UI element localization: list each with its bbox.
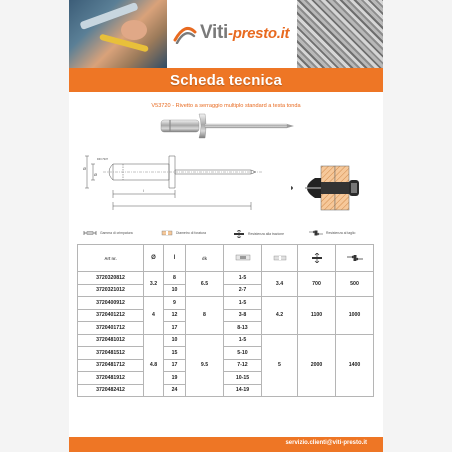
drawing-label-length: l	[143, 189, 144, 193]
logo-text	[200, 22, 289, 44]
cell-length: 9	[164, 297, 186, 310]
cell-tensile: 700	[298, 272, 336, 297]
tensile-strength-icon	[233, 230, 245, 238]
cell-length: 24	[164, 384, 186, 397]
table-header-row	[78, 245, 374, 272]
cell-length: 12	[164, 309, 186, 322]
cell-drill: 4.2	[262, 297, 298, 335]
cell-code: 3720481712	[78, 359, 144, 372]
cell-grip: 7-12	[224, 359, 262, 372]
cell-length: 19	[164, 372, 186, 385]
footer-bar	[69, 437, 383, 452]
footer-email-link[interactable]: servizio.clienti@viti-presto.it	[285, 440, 367, 446]
legend	[83, 227, 373, 239]
legend-shear-label: Resistenza al taglio	[326, 231, 356, 235]
logo-accent: -presto.it	[228, 25, 290, 42]
cell-code: 3720482412	[78, 384, 144, 397]
product-subtitle: V53720 - Rivetto a serraggio multiplo standard a testa tonda	[151, 103, 301, 109]
cell-length: 8	[164, 272, 186, 285]
drill-diameter-icon	[161, 230, 173, 236]
page-title: Scheda tecnica	[169, 71, 283, 89]
cell-grip: 1-5	[224, 297, 262, 310]
header-code: Art nr.	[78, 245, 144, 272]
legend-grip	[83, 230, 133, 236]
tensile-strength-icon	[311, 253, 323, 263]
cell-head: 8	[186, 297, 224, 335]
header-shear	[336, 245, 374, 272]
cell-grip: 8-13	[224, 322, 262, 335]
cell-diameter: 3.2	[144, 272, 164, 297]
cell-grip: 5-10	[224, 347, 262, 360]
specs-table	[77, 244, 374, 397]
legend-drill	[161, 230, 206, 236]
legend-drill-label: Diametro di foratura	[176, 231, 206, 235]
grip-range-icon	[235, 254, 251, 261]
cell-length: 10	[164, 334, 186, 347]
header-photo-tools	[69, 0, 167, 68]
header-banner	[69, 0, 383, 68]
drill-diameter-icon	[273, 255, 287, 261]
cell-diameter: 4	[144, 297, 164, 335]
cell-head: 9.5	[186, 334, 224, 397]
cell-code: 3720481512	[78, 347, 144, 360]
cell-tensile: 1100	[298, 297, 336, 335]
cell-code: 3720401712	[78, 322, 144, 335]
table-row	[78, 334, 374, 347]
logo-arc-icon	[173, 22, 197, 44]
cell-code: 3720401212	[78, 309, 144, 322]
cell-grip: 3-8	[224, 309, 262, 322]
cell-drill: 3.4	[262, 272, 298, 297]
cell-diameter: 4.8	[144, 334, 164, 397]
header-head: dk	[186, 245, 224, 272]
legend-shear	[309, 230, 355, 236]
table-row	[78, 272, 374, 285]
datasheet-page	[69, 0, 383, 452]
cell-length: 10	[164, 284, 186, 297]
cell-grip: 14-19	[224, 384, 262, 397]
logo-main: Viti	[200, 22, 229, 43]
title-bar	[69, 68, 383, 92]
cell-grip: 10-15	[224, 372, 262, 385]
cell-length: 15	[164, 347, 186, 360]
cell-shear: 1400	[336, 334, 374, 397]
drawing-label-d1: Ø	[94, 172, 98, 177]
brand-logo	[167, 0, 297, 68]
rivet-image	[157, 113, 297, 139]
header-grip	[224, 245, 262, 272]
cell-drill: 5	[262, 334, 298, 397]
header-length: l	[164, 245, 186, 272]
cell-code: 3720481012	[78, 334, 144, 347]
header-diameter: Ø	[144, 245, 164, 272]
header-photo-screws	[297, 0, 383, 68]
header-tensile	[298, 245, 336, 272]
technical-drawing	[83, 146, 283, 216]
cell-code: 3720400912	[78, 297, 144, 310]
cell-shear: 1000	[336, 297, 374, 335]
cell-head: 6.5	[186, 272, 224, 297]
cell-grip: 1-5	[224, 334, 262, 347]
legend-tensile-label: Resistenza alla trazione	[248, 232, 284, 236]
grip-range-icon	[83, 230, 97, 236]
cell-length: 17	[164, 322, 186, 335]
legend-tensile	[233, 230, 284, 238]
cell-code: 3720321012	[78, 284, 144, 297]
cell-code: 3720481912	[78, 372, 144, 385]
header-drill	[262, 245, 298, 272]
cell-grip: 1-5	[224, 272, 262, 285]
cell-shear: 500	[336, 272, 374, 297]
cell-tensile: 2000	[298, 334, 336, 397]
cell-grip: 2-7	[224, 284, 262, 297]
shear-strength-icon	[347, 254, 363, 262]
shear-strength-icon	[309, 230, 323, 236]
section-view	[285, 164, 365, 212]
legend-grip-label: Gamma di crimpatura	[100, 231, 133, 235]
drawing-label-code: DIN 7337	[97, 158, 108, 161]
drawing-label-d2: Ø	[83, 166, 87, 171]
cell-code: 3720320812	[78, 272, 144, 285]
table-row	[78, 297, 374, 310]
cell-length: 17	[164, 359, 186, 372]
